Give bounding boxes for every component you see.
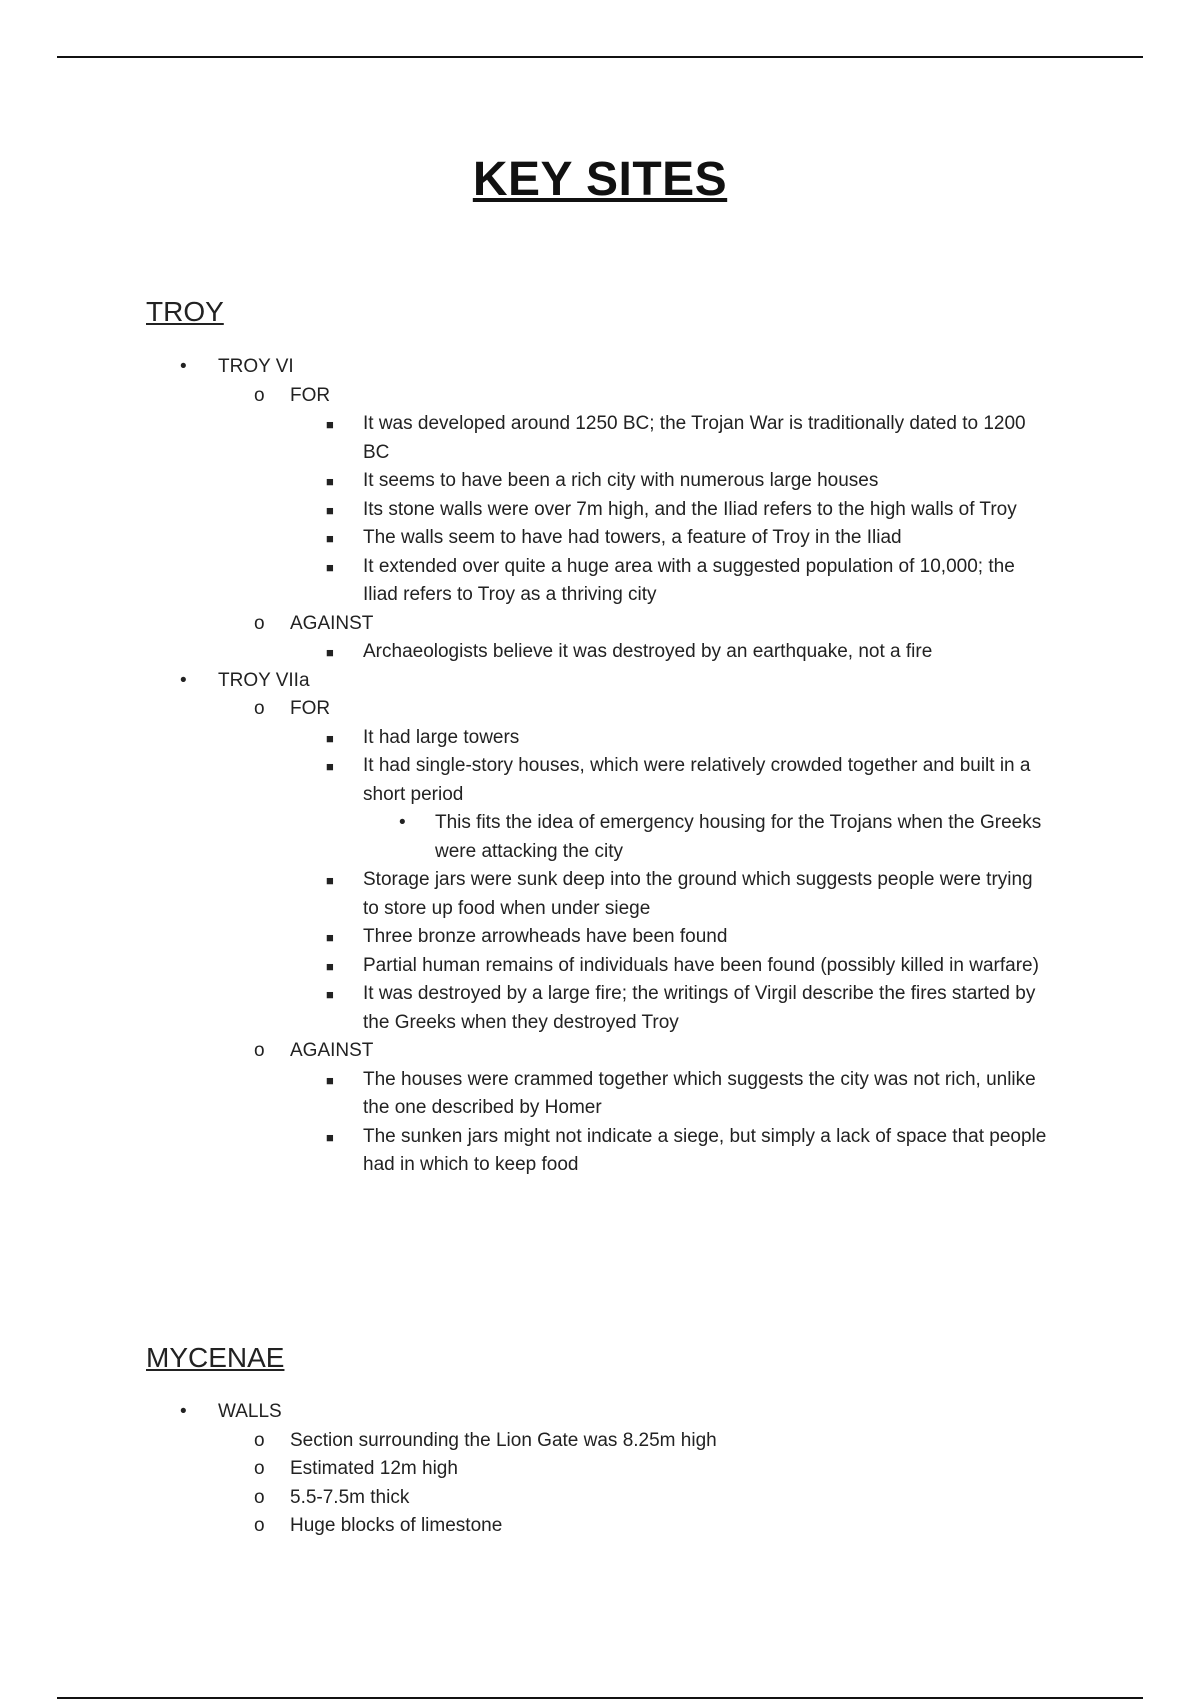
list-item [0,1037,1200,1066]
list-item-label: FOR [290,384,331,406]
list-item [0,1455,1200,1484]
list-item [0,638,1053,667]
square-bullet-icon: ■ [326,417,334,432]
circle-bullet-icon: o [254,1458,265,1479]
list-item [0,610,1200,639]
square-bullet-icon: ■ [326,930,334,945]
list-item-text: It had large towers [363,726,520,748]
list-item-text: This fits the idea of emergency housing for the Trojans when the Greeks were attacking the city [435,812,1042,862]
page-title: KEY SITES [472,153,728,206]
list-item-text: It extended over quite a huge area with a suggested population of 10,000; the Iliad refers to Troy as a thriving city [363,555,1015,605]
square-bullet-icon: ■ [326,559,334,575]
list-item-text: Huge blocks of limestone [290,1515,503,1536]
list-item [0,752,1053,809]
square-bullet-icon: ■ [326,1072,334,1088]
list-item-label: TROY VI [218,356,294,377]
mycenae-list [0,1398,1200,1541]
bullet-icon: • [180,1401,187,1422]
list-item [0,353,1200,382]
square-bullet-icon: ■ [326,759,334,774]
list-item-label: AGAINST [290,1040,374,1061]
footer-rule [57,1697,1143,1699]
list-item [0,1512,1200,1541]
list-item [0,923,1053,952]
circle-bullet-icon: o [254,1429,265,1451]
bullet-icon: • [180,356,187,377]
list-item-text: The sunken jars might not indicate a siege, but simply a lack of space that people had in which to keep food [363,1125,1047,1175]
list-item [0,1398,1200,1427]
square-bullet-icon: ■ [326,1129,334,1145]
list-item [0,1484,1200,1513]
list-item [0,1123,1053,1180]
circle-bullet-icon: o [254,1040,265,1061]
list-item-text: It was developed around 1250 BC; the Trojan War is traditionally dated to 1200 BC [363,413,1026,463]
square-bullet-icon: ■ [326,958,334,974]
square-bullet-icon: ■ [326,474,334,489]
list-item-text: Estimated 12m high [290,1458,458,1479]
list-item [0,952,1053,981]
square-bullet-icon: ■ [326,645,334,660]
list-item [0,1066,1053,1123]
circle-bullet-icon: o [254,612,265,634]
troy-list [0,353,1200,1180]
list-item [0,467,1053,496]
list-item [0,724,1053,753]
list-item-text: The houses were crammed together which suggests the city was not rich, unlike the one described by Homer [363,1068,1036,1118]
list-item-text: Storage jars were sunk deep into the ground which suggests people were trying to store up food when under siege [363,869,1033,919]
list-item-label: TROY VIIa [218,669,310,691]
square-bullet-icon: ■ [326,730,334,746]
list-item-text: Archaeologists believe it was destroyed by an earthquake, not a fire [363,641,933,662]
circle-bullet-icon: o [254,384,265,406]
list-item [0,524,1053,553]
list-item [0,553,1053,610]
square-bullet-icon: ■ [326,502,334,518]
section-heading-troy: TROY [146,296,224,327]
list-item [0,866,1053,923]
list-item-text: 5.5-7.5m thick [290,1486,410,1508]
square-bullet-icon: ■ [326,987,334,1002]
square-bullet-icon: ■ [326,873,334,888]
list-item-label: AGAINST [290,612,374,634]
list-item-label: WALLS [218,1401,282,1422]
list-item [0,695,1200,724]
list-item-text: Its stone walls were over 7m high, and the Iliad refers to the high walls of Troy [363,498,1017,520]
list-item [0,667,1200,696]
square-bullet-icon: ■ [326,531,334,546]
list-item-label: FOR [290,698,331,719]
list-item [0,382,1200,411]
list-item-text: Partial human remains of individuals have been found (possibly killed in warfare) [363,954,1039,976]
list-item [0,980,1053,1037]
list-item-text: It was destroyed by a large fire; the writings of Virgil describe the fires started by the Greeks when they destroyed Troy [363,983,1036,1033]
header-rule [57,56,1143,58]
list-item-text: It seems to have been a rich city with numerous large houses [363,470,879,491]
list-item-text: It had single-story houses, which were relatively crowded together and built in a short period [363,755,1031,805]
section-heading-mycenae: MYCENAE [146,1342,285,1373]
bullet-icon: • [180,669,187,691]
list-item [0,496,1053,525]
list-item-text: The walls seem to have had towers, a feature of Troy in the Iliad [363,527,902,548]
list-item [0,410,1053,467]
list-item-text: Three bronze arrowheads have been found [363,926,728,947]
circle-bullet-icon: o [254,698,265,719]
bullet-icon: • [399,812,406,833]
circle-bullet-icon: o [254,1515,265,1536]
list-item-text: Section surrounding the Lion Gate was 8.25m high [290,1429,717,1451]
list-item [0,1427,1200,1456]
circle-bullet-icon: o [254,1486,265,1508]
list-item [0,809,1045,866]
